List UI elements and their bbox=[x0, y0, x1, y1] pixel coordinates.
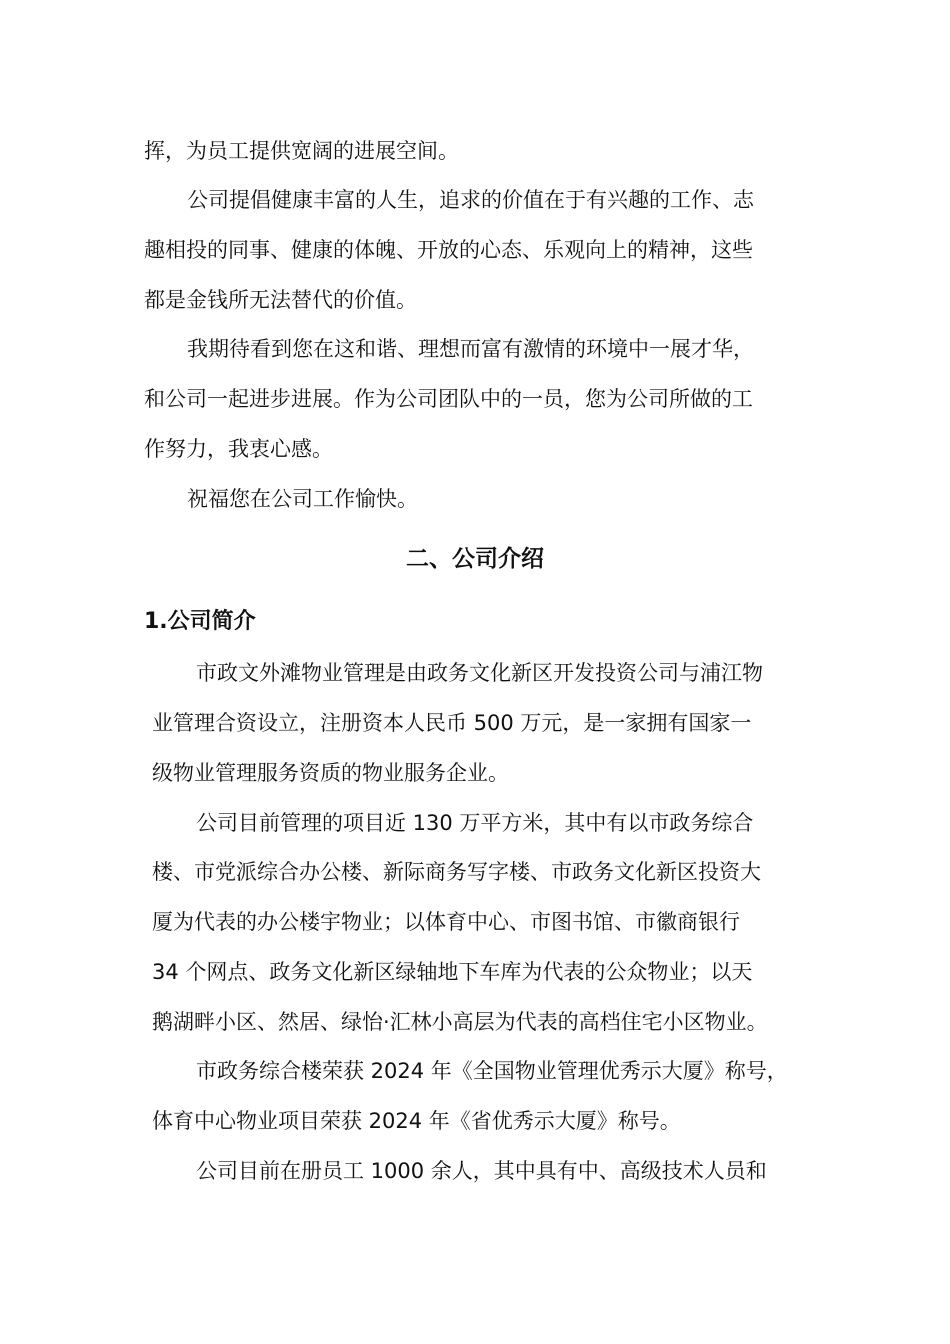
text-line: 鹅湖畔小区、然居、绿怡·汇林小高层为代表的高档住宅小区物业。 bbox=[152, 1010, 768, 1034]
text-line: 公司目前管理的项目近 130 万平方米，其中有以市政务综合 bbox=[196, 811, 754, 835]
text-line: 挥，为员工提供宽阔的进展空间。 bbox=[144, 139, 459, 163]
text-line: 趣相投的同事、健康的体魄、开放的心态、乐观向上的精神，这些 bbox=[144, 238, 753, 262]
text-line: 我期待看到您在这和谐、理想而富有激情的环境中一展才华， bbox=[187, 337, 754, 361]
text-line: 祝福您在公司工作愉快。 bbox=[187, 487, 418, 511]
text-line: 业管理合资设立，注册资本人民币 500 万元，是一家拥有国家一 bbox=[152, 711, 752, 735]
text-line: 市政务综合楼荣获 2024 年《全国物业管理优秀示大厦》称号， bbox=[196, 1059, 788, 1083]
text-line: 公司提倡健康丰富的人生，追求的价值在于有兴趣的工作、志 bbox=[187, 188, 754, 212]
section-title: 二、公司介绍 bbox=[406, 546, 544, 572]
text-line: 级物业管理服务资质的物业服务企业。 bbox=[152, 761, 509, 785]
subsection-title: 1.公司简介 bbox=[144, 609, 256, 634]
text-line: 都是金钱所无法替代的价值。 bbox=[144, 288, 417, 312]
text-line: 34 个网点、政务文化新区绿轴地下车库为代表的公众物业；以天 bbox=[152, 960, 753, 984]
text-line: 作努力，我衷心感。 bbox=[144, 437, 333, 461]
text-line: 和公司一起进步进展。作为公司团队中的一员，您为公司所做的工 bbox=[144, 387, 753, 411]
text-line: 体育中心物业项目荣获 2024 年《省优秀示大厦》称号。 bbox=[152, 1109, 681, 1133]
text-line: 公司目前在册员工 1000 余人，其中具有中、高级技术人员和 bbox=[196, 1159, 767, 1183]
text-line: 市政文外滩物业管理是由政务文化新区开发投资公司与浦江物 bbox=[196, 661, 763, 685]
text-line: 楼、市党派综合办公楼、新际商务写字楼、市政务文化新区投资大 bbox=[152, 860, 761, 884]
text-line: 厦为代表的办公楼宇物业；以体育中心、市图书馆、市徽商银行 bbox=[152, 910, 740, 934]
